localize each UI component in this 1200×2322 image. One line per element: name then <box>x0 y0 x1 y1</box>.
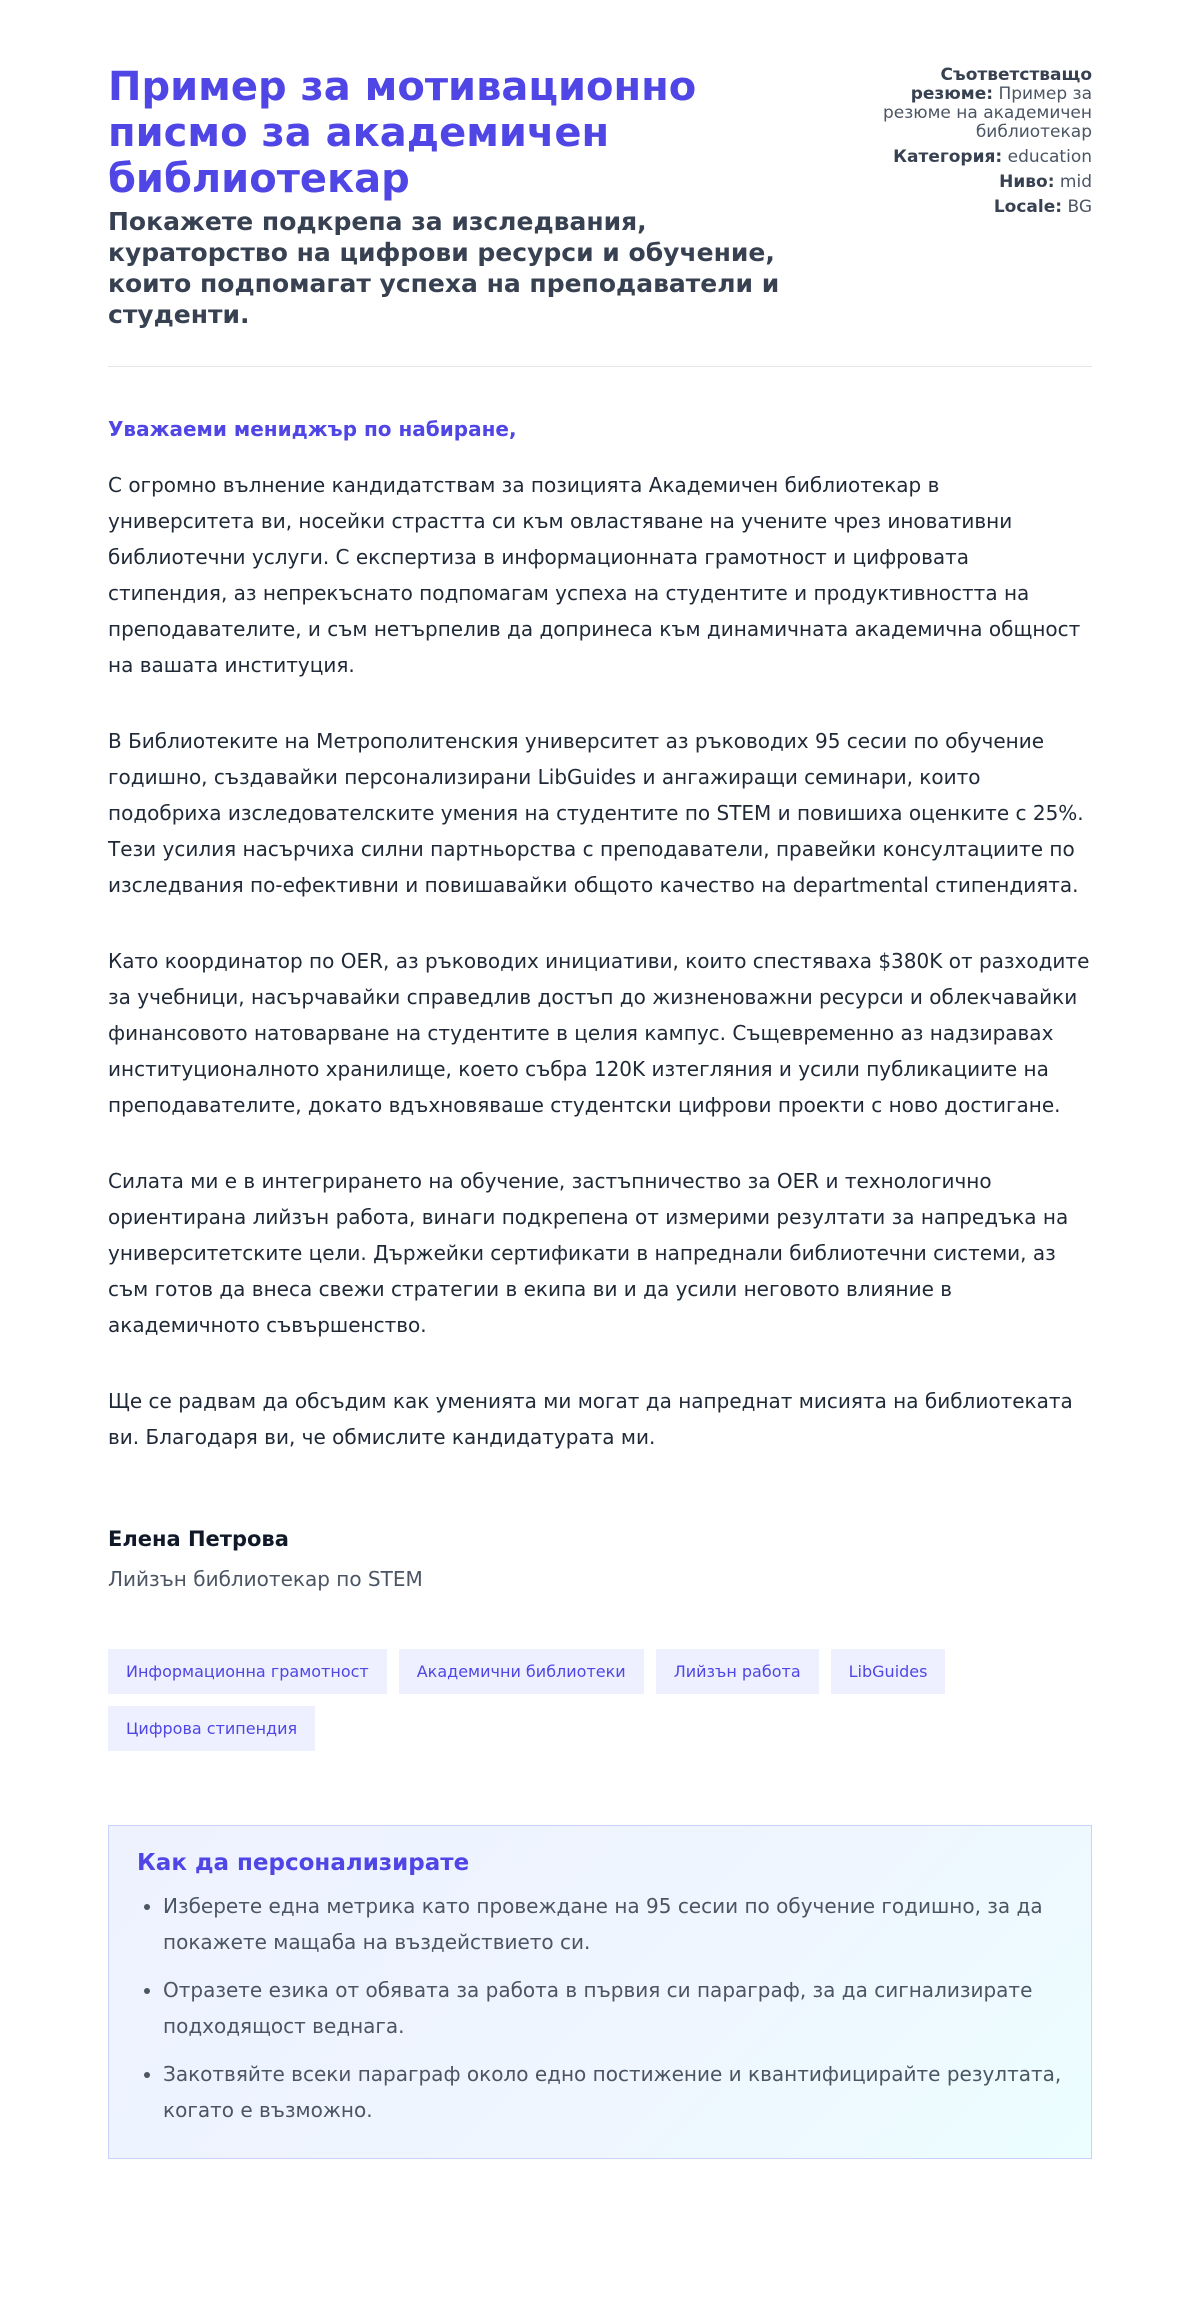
meta-resume <box>862 66 1092 142</box>
letter-greeting: Уважаеми мениджър по набиране, <box>108 417 517 441</box>
meta-resume-value: Пример за резюме на академичен библиотекар <box>882 84 1092 142</box>
page-header <box>108 64 1092 367</box>
skill-tag: Академични библиотеки <box>399 1649 644 1694</box>
letter-body <box>108 467 1092 1455</box>
page-title: Пример за мотивационно писмо за академичен библиотекар <box>108 64 697 202</box>
letter-paragraph-4: Силата ми е в интегрирането на обучение, застъпничество за OER и технологично ориентирана лийзън работа, винаги подкрепена от измерими резултати за напредъка на университетските цели. Държейки сертификати в напреднали библиотечни системи, аз съм готов да внеса свежи стратегии в екипа ви и да усили неговото влияние в академичното съвършенство. <box>108 1169 1069 1337</box>
meta-resume-label: Съответстващо резюме: <box>910 65 1092 104</box>
skill-tag: Цифрова стипендия <box>108 1706 315 1751</box>
tips-list <box>137 1888 1063 2128</box>
meta-level-label: Ниво: <box>999 172 1055 192</box>
meta-locale-value: BG <box>1067 197 1092 217</box>
meta-level-value: mid <box>1059 172 1092 192</box>
meta-level <box>862 173 1092 192</box>
skill-tag: LibGuides <box>831 1649 946 1694</box>
meta-locale <box>862 198 1092 217</box>
meta-category <box>862 148 1092 167</box>
skill-tags <box>108 1649 1092 1751</box>
meta-panel <box>862 66 1092 223</box>
letter-paragraph-5: Ще се радвам да обсъдим как уменията ми могат да напреднат мисията на библиотеката ви. Благодаря ви, че обмислите кандидатурата ми. <box>108 1389 1073 1449</box>
signature-block <box>108 1527 1092 1591</box>
letter-paragraph-2: В Библиотеките на Метрополитенския университет аз ръководих 95 сесии по обучение годишно, създавайки персонализирани LibGuides и ангажиращи семинари, които подобриха изследователските умения на студентите по STEM и повишиха оценките с 25%. Тези усилия насърчиха силни партньорства с преподаватели, правейки консултациите по изследвания по-ефективни и повишавайки общото качество на departmental стипендията. <box>108 729 1084 897</box>
skill-tag: Лийзън работа <box>656 1649 819 1694</box>
meta-category-label: Категория: <box>893 147 1003 167</box>
tips-title: Как да персонализирате <box>137 1850 470 1876</box>
signature-name: Елена Петрова <box>108 1527 289 1551</box>
personalization-tips <box>108 1825 1092 2159</box>
tip-item: • Изберете една метрика като провеждане на 95 сесии по обучение годишно, за да покажете мащаба на въздействието си. <box>163 1888 1063 1960</box>
skill-tag: Информационна грамотност <box>108 1649 387 1694</box>
meta-category-value: education <box>1007 147 1092 167</box>
meta-locale-label: Locale: <box>993 197 1063 217</box>
tip-item: • Закотвяйте всеки параграф около едно постижение и квантифицирайте резултата, когато е възможно. <box>163 2056 1063 2128</box>
header-titles <box>108 64 828 330</box>
tip-item: • Отразете езика от обявата за работа в първия си параграф, за да сигнализирате подходящост веднага. <box>163 1972 1063 2044</box>
letter-paragraph-1: С огромно вълнение кандидатствам за позицията Академичен библиотекар в университета ви, носейки страстта си към овластяване на учените чрез иновативни библиотечни услуги. С експертиза в информационната грамотност и цифровата стипендия, аз непрекъснато подпомагам успеха на студентите и продуктивността на преподавателите, и съм нетърпелив да допринеса към динамичната академична общност на вашата институция. <box>108 473 1081 677</box>
page-subtitle: Покажете подкрепа за изследвания, кураторство на цифрови ресурси и обучение, които подпомагат успеха на преподаватели и студенти. <box>108 207 780 329</box>
signature-role: Лийзън библиотекар по STEM <box>108 1567 423 1591</box>
letter-paragraph-3: Като координатор по OER, аз ръководих инициативи, които спестяваха $380K от разходите за учебници, насърчавайки справедлив достъп до жизненоважни ресурси и облекчавайки финансовото натоварване на студентите в целия кампус. Същевременно аз надзиравах институционалното хранилище, което събра 120K изтегляния и усили публикациите на преподавателите, докато вдъхновяваше студентски цифрови проекти с ново достигане. <box>108 949 1090 1117</box>
